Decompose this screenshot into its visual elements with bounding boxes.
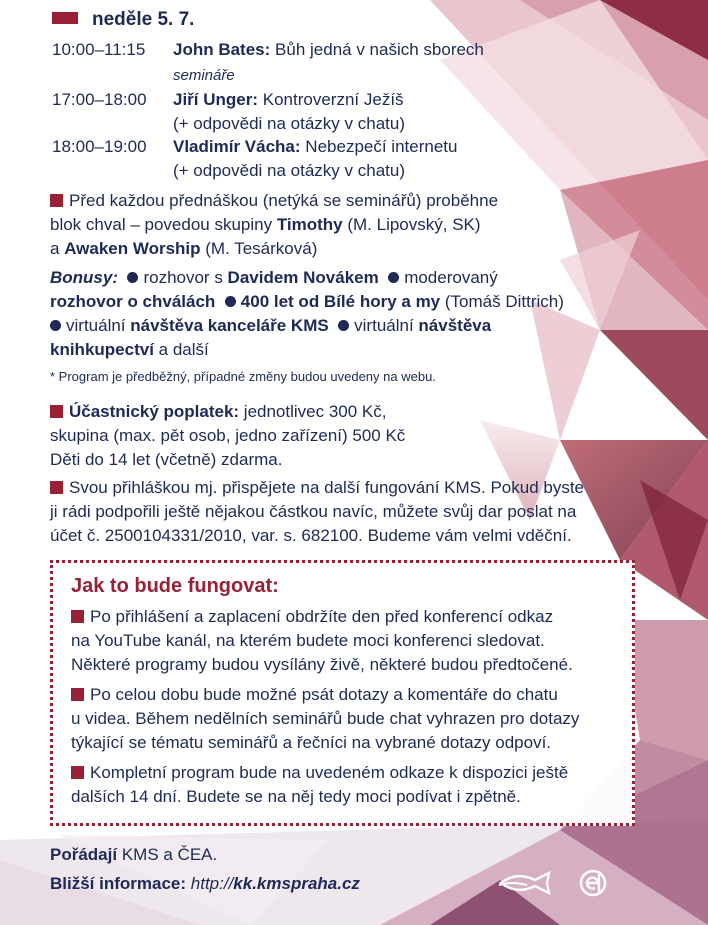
fee-group: skupina (max. pět osob, jedno zařízení) 500 Kč	[50, 426, 406, 445]
how-it-works-title: Jak to bude fungovat:	[71, 575, 279, 597]
schedule-entry-2	[173, 88, 404, 112]
paragraph-line: týkající se tématu seminářů a řečníci na vybrané dotazy odpoví.	[71, 733, 552, 752]
how-it-works-paragraph-2	[71, 683, 579, 755]
support-line-1: Svou přihláškou mj. přispějete na další fungování KMS. Pokud byste	[69, 478, 585, 497]
bonus-item-text: virtuální	[66, 316, 131, 335]
paragraph-line: na YouTube kanál, na kterém budete moci konferenci sledovat.	[71, 631, 545, 650]
organizers-label: Pořádají	[50, 845, 118, 864]
program-note: * Program je předběžný, případné změny budou uvedeny na webu.	[50, 369, 436, 384]
paragraph-line: Kompletní program bude na uvedeném odkaze k dispozici ještě	[90, 763, 569, 782]
schedule-time: 10:00–11:15	[52, 40, 146, 59]
band-timothy-leader: (M. Lipovský, SK)	[342, 215, 481, 234]
schedule-entry-2-note	[173, 112, 405, 136]
how-it-works-paragraph-3	[71, 761, 568, 809]
bonus-item-bookstore-visit: návštěva	[418, 316, 492, 335]
info-line	[50, 872, 360, 896]
bullet-dot-icon	[338, 320, 349, 331]
bullet-dot-icon	[388, 272, 399, 283]
band-timothy: Timothy	[276, 215, 343, 234]
speaker-name: Vladimír Vácha:	[173, 137, 301, 156]
bonus-item-more: a další	[153, 340, 209, 359]
day-heading	[52, 9, 194, 31]
worship-paragraph	[50, 189, 498, 261]
support-line-2: ji rádi podpořili ještě nějakou částkou navíc, můžete svůj dar poslat na	[50, 502, 577, 521]
schedule-time: 18:00–19:00	[52, 137, 147, 156]
schedule-time: 17:00–18:00	[52, 90, 147, 109]
bonus-guest-name: Davidem Novákem	[227, 268, 379, 287]
square-bullet-icon	[50, 481, 63, 494]
bullet-dot-icon	[225, 296, 236, 307]
fish-logo-icon	[497, 868, 555, 898]
square-bullet-icon	[50, 194, 63, 207]
speaker-name: John Bates:	[173, 40, 271, 59]
bullet-dot-icon	[50, 320, 61, 331]
fee-children: Děti do 14 let (včetně) zdarma.	[50, 450, 283, 469]
square-bullet-icon	[71, 766, 84, 779]
bonus-item-text: virtuální	[354, 316, 419, 335]
band-awaken-leader: (M. Tesárková)	[200, 239, 318, 258]
square-bullet-icon	[71, 610, 84, 623]
day-heading-text: neděle 5. 7.	[92, 9, 195, 30]
bonus-item-author: (Tomáš Dittrich)	[440, 292, 564, 311]
talk-title: Nebezpečí internetu	[305, 137, 458, 156]
organizers-names: KMS a ČEA.	[117, 845, 218, 864]
website-link[interactable]: kk.kmspraha.cz	[233, 874, 360, 893]
bonus-item-worship-talk: rozhovor o chválách	[50, 292, 216, 311]
paragraph-line: Některé programy budou vysílány živě, některé budou předtočené.	[71, 655, 573, 674]
support-paragraph	[50, 476, 584, 548]
info-label: Bližší informace:	[50, 874, 187, 893]
bonus-label: Bonusy:	[50, 268, 118, 287]
bonus-paragraph	[50, 266, 564, 362]
schedule-row-1	[52, 38, 145, 62]
schedule-entry-3	[173, 135, 457, 159]
cea-logo-icon	[578, 868, 608, 898]
bonus-item-office-visit: návštěva kanceláře KMS	[130, 316, 329, 335]
schedule-row-3	[52, 135, 147, 159]
bonus-item-history: 400 let od Bílé hory a my	[240, 292, 441, 311]
bonus-item-bookstore: knihkupectví	[50, 340, 154, 359]
fee-label: Účastnický poplatek:	[69, 402, 240, 421]
square-bullet-icon	[52, 12, 78, 24]
fee-individual: jednotlivec 300 Kč,	[239, 402, 387, 421]
worship-line-1: Před každou přednáškou (netýká se seminářů) proběhne	[69, 191, 499, 210]
schedule-sub-label	[173, 64, 235, 88]
organizers-line	[50, 843, 217, 867]
chat-note: (+ odpovědi na otázky v chatu)	[173, 114, 405, 133]
schedule-entry-3-note	[173, 159, 405, 183]
support-line-3: účet č. 2500104331/2010, var. s. 682100. Budeme vám velmi vděční.	[50, 526, 572, 545]
worship-line-3-text: a	[50, 239, 65, 258]
talk-title: Bůh jedná v našich sborech	[275, 40, 484, 59]
seminar-label: semináře	[173, 67, 235, 84]
bonus-item-text: moderovaný	[404, 268, 498, 287]
worship-line-2-text: blok chval – povedou skupiny	[50, 215, 277, 234]
how-it-works-box	[50, 560, 635, 826]
square-bullet-icon	[50, 405, 63, 418]
speaker-name: Jiří Unger:	[173, 90, 259, 109]
fee-paragraph	[50, 400, 405, 472]
how-it-works-paragraph-1	[71, 605, 573, 677]
bullet-dot-icon	[127, 272, 138, 283]
url-prefix: http://	[186, 874, 234, 893]
square-bullet-icon	[71, 688, 84, 701]
schedule-row-2	[52, 88, 147, 112]
paragraph-line: dalších 14 dní. Budete se na něj tedy moci podívat i zpětně.	[71, 787, 521, 806]
chat-note: (+ odpovědi na otázky v chatu)	[173, 161, 405, 180]
paragraph-line: u videa. Během nedělních seminářů bude chat vyhrazen pro dotazy	[71, 709, 580, 728]
paragraph-line: Po celou dobu bude možné psát dotazy a komentáře do chatu	[90, 685, 558, 704]
talk-title: Kontroverzní Ježíš	[262, 90, 404, 109]
bonus-item-text: rozhovor s	[143, 268, 228, 287]
paragraph-line: Po přihlášení a zaplacení obdržíte den před konferencí odkaz	[90, 607, 554, 626]
schedule-entry-1	[173, 38, 484, 62]
band-awaken-worship: Awaken Worship	[64, 239, 201, 258]
